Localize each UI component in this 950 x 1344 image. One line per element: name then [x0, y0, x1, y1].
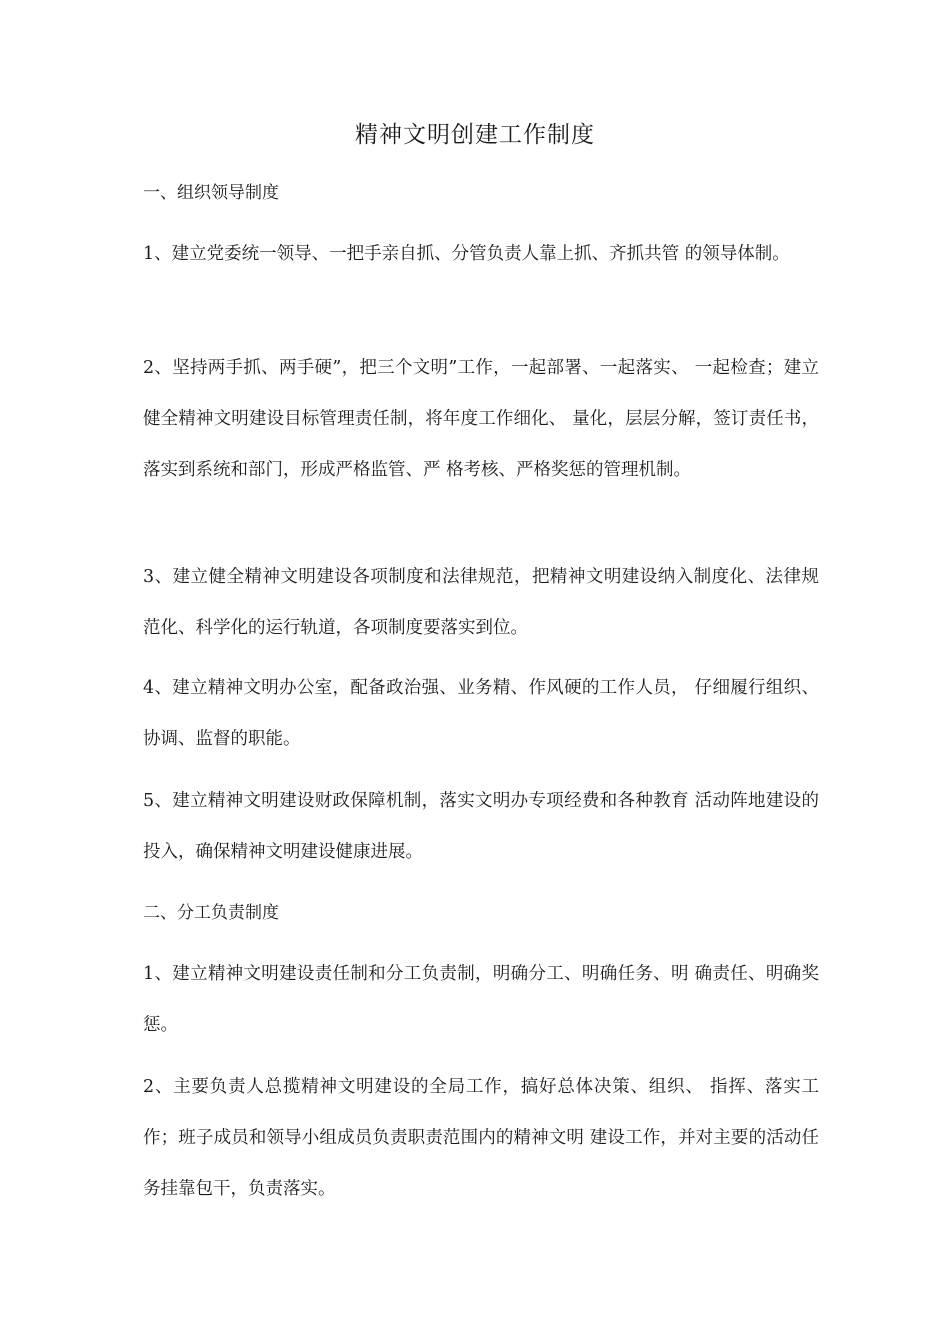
paragraph-1-3: 3、建立健全精神文明建设各项制度和法律规范，把精神文明建设纳入制度化、法律规范化、科学化的运行轨道，各项制度要落实到位。: [143, 567, 819, 638]
paragraph-1-5: 5、建立精神文明建设财政保障机制，落实文明办专项经费和各种教育 活动阵地建设的投入，确保精神文明建设健康进展。: [143, 791, 819, 862]
paragraph-1-2: 2、坚持两手抓、两手硬”，把三个文明”工作，一起部署、一起落实、 一起检查；建立健全精神文明建设目标管理责任制，将年度工作细化、 量化，层层分解，签订责任书，落实到系统和部门，形成严格监管、严 格考核、严格奖惩的管理机制。: [143, 358, 819, 480]
paragraph-1-1: 1、建立党委统一领导、一把手亲自抓、分管负责人靠上抓、齐抓共管 的领导体制。: [143, 244, 790, 264]
document-title: 精神文明创建工作制度: [355, 122, 595, 148]
paragraph-1-4: 4、建立精神文明办公室，配备政治强、业务精、作风硬的工作人员， 仔细履行组织、协调、监督的职能。: [143, 678, 819, 749]
section-heading-division: 二、分工负责制度: [143, 903, 279, 923]
paragraph-2-1: 1、建立精神文明建设责任制和分工负责制，明确分工、明确任务、明 确责任、明确奖惩。: [143, 964, 819, 1035]
section-heading-organization: 一、组织领导制度: [143, 183, 279, 203]
paragraph-2-2: 2、主要负责人总揽精神文明建设的全局工作，搞好总体决策、组织、 指挥、落实工作；班子成员和领导小组成员负责职责范围内的精神文明 建设工作，并对主要的活动任务挂靠包干，负责落实。: [143, 1077, 819, 1199]
